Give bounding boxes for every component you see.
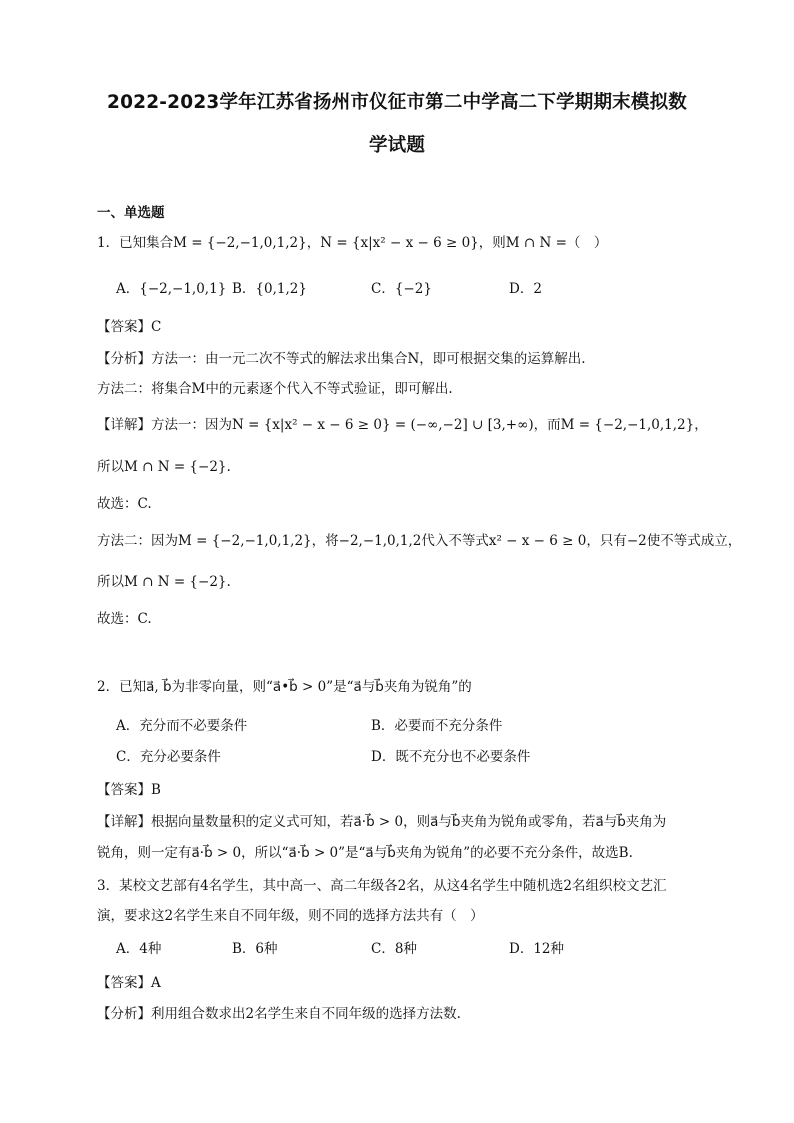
q1-analysis-1: 【分析】方法一：由一元二次不等式的解法求出集合N，即可根据交集的运算解出. bbox=[97, 351, 586, 367]
q3-option-d: D．12种 bbox=[509, 941, 565, 957]
q1-option-a: A．{−2,−1,0,1} bbox=[116, 281, 227, 297]
section-heading: 一、单选题 bbox=[97, 205, 165, 221]
q2-option-b: B．必要而不充分条件 bbox=[371, 718, 503, 734]
q1-detail-5: 所以M ∩ N = {−2}. bbox=[97, 574, 231, 590]
title-line-2: 学试题 bbox=[368, 135, 426, 156]
q2-detail-1: 【详解】根据向量数量积的定义式可知，若a⃗·b⃗ > 0，则a⃗与b⃗夹角为锐角或零角，若a⃗与b⃗夹角为 bbox=[97, 814, 667, 830]
q1-detail-1: 【详解】方法一：因为N = {x|x² − x − 6 ≥ 0} = (−∞,−2] ∪ [3,+∞)，而M = {−2,−1,0,1,2}， bbox=[97, 417, 708, 433]
q2-stem: 2．已知a⃗, b⃗为非零向量，则“a⃗•b⃗ > 0”是“a⃗与b⃗夹角为锐角”的 bbox=[97, 679, 472, 695]
q1-option-c: C．{−2} bbox=[371, 281, 432, 297]
q1-answer: 【答案】C bbox=[97, 319, 162, 335]
q3-option-b: B．6种 bbox=[232, 941, 278, 957]
q1-stem: 1．已知集合M = {−2,−1,0,1,2}，N = {x|x² − x − 6 ≥ 0}，则M ∩ N =（ ） bbox=[97, 235, 608, 251]
q1-option-b: B．{0,1,2} bbox=[232, 281, 307, 297]
q3-option-c: C．8种 bbox=[371, 941, 417, 957]
q1-option-d: D．2 bbox=[509, 281, 542, 297]
q2-answer: 【答案】B bbox=[97, 782, 161, 798]
q2-option-d: D．既不充分也不必要条件 bbox=[371, 749, 531, 765]
q1-analysis-2: 方法二：将集合M中的元素逐个代入不等式验证，即可解出. bbox=[97, 381, 453, 397]
q2-option-a: A．充分而不必要条件 bbox=[116, 718, 248, 734]
q2-option-c: C．充分必要条件 bbox=[116, 749, 221, 765]
q1-detail-6: 故选：C. bbox=[97, 611, 152, 627]
title-line-1: 2022-2023学年江苏省扬州市仪征市第二中学高二下学期期末模拟数 bbox=[107, 92, 687, 113]
q2-detail-2: 锐角，则一定有a⃗·b⃗ > 0，所以“a⃗·b⃗ > 0”是“a⃗与b⃗夹角为锐角”的必要不充分条件，故选B. bbox=[97, 845, 633, 861]
q3-stem-2: 演，要求这2名学生来自不同年级，则不同的选择方法共有（ ） bbox=[97, 908, 484, 924]
q3-stem-1: 3．某校文艺部有4名学生，其中高一、高二年级各2名，从这4名学生中随机选2名组织校文艺汇 bbox=[97, 878, 667, 894]
q1-detail-2: 所以M ∩ N = {−2}. bbox=[97, 459, 231, 475]
q1-detail-4: 方法二：因为M = {−2,−1,0,1,2}，将−2,−1,0,1,2代入不等式x² − x − 6 ≥ 0，只有−2使不等式成立， bbox=[97, 533, 742, 549]
q3-option-a: A．4种 bbox=[116, 941, 162, 957]
q1-detail-3: 故选：C. bbox=[97, 496, 152, 512]
q3-analysis-1: 【分析】利用组合数求出2名学生来自不同年级的选择方法数. bbox=[97, 1006, 461, 1022]
q3-answer: 【答案】A bbox=[97, 975, 161, 991]
